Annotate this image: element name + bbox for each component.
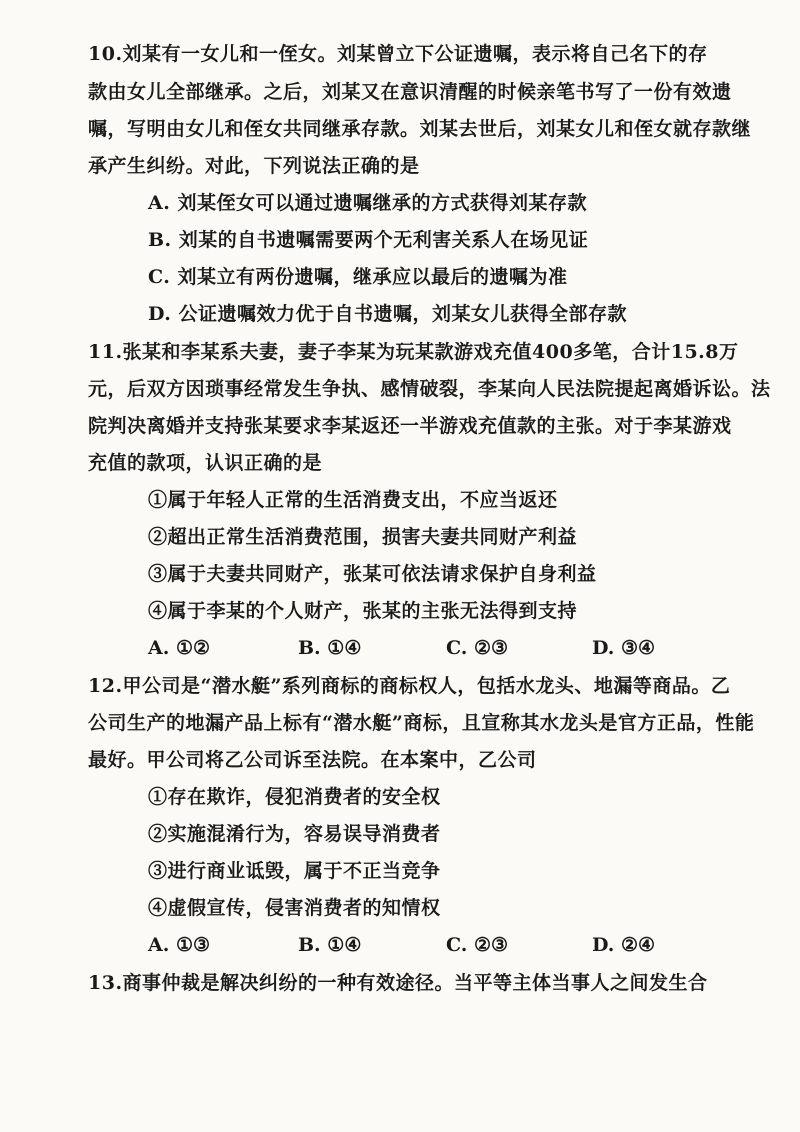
question-10-line-2: 款由女儿全部继承。之后，刘某又在意识清醒的时候亲笔书写了一份有效遗 [88,81,732,103]
question-12-answer-b: B. ①④ [298,934,362,956]
question-11-answer-b: B. ①④ [298,637,362,659]
question-12-statement-4: ④虚假宣传，侵害消费者的知情权 [148,897,441,919]
question-12-statement-1: ①存在欺诈，侵犯消费者的安全权 [148,786,441,808]
question-11-statement-1: ①属于年轻人正常的生活消费支出，不应当返还 [148,489,558,511]
question-10-line-3: 嘱，写明由女儿和侄女共同继承存款。刘某去世后，刘某女儿和侄女就存款继 [88,118,752,140]
question-10-option-d: D. 公证遗嘱效力优于自书遗嘱，刘某女儿获得全部存款 [148,303,628,325]
question-11-answer-d: D. ③④ [592,637,656,659]
question-12-answer-a: A. ①③ [148,934,211,956]
question-11-line-2: 元，后双方因琐事经常发生争执、感情破裂，李某向人民法院提起离婚诉讼。法 [88,378,771,400]
question-11-line-1: 11.张某和李某系夫妻，妻子李某为玩某款游戏充值400多笔，合计15.8万 [88,341,739,363]
question-10-option-b: B. 刘某的自书遗嘱需要两个无利害关系人在场见证 [148,229,589,251]
question-12-line-1: 12.甲公司是“潜水艇”系列商标的商标权人，包括水龙头、地漏等商品。乙 [88,675,731,697]
question-10-option-a: A. 刘某侄女可以通过遗嘱继承的方式获得刘某存款 [148,192,587,214]
question-12-answer-c: C. ②③ [446,934,509,956]
question-10-line-1: 10.刘某有一女儿和一侄女。刘某曾立下公证遗嘱，表示将自己名下的存 [88,43,708,65]
question-12-statement-3: ③进行商业诋毁，属于不正当竞争 [148,860,441,882]
question-12-line-2: 公司生产的地漏产品上标有“潜水艇”商标，且宣称其水龙头是官方正品，性能 [88,712,755,734]
question-12-answer-d: D. ②④ [592,934,656,956]
question-10-line-4: 承产生纠纷。对此，下列说法正确的是 [88,155,420,177]
question-11-line-3: 院判决离婚并支持张某要求李某返还一半游戏充值款的主张。对于李某游戏 [88,415,732,437]
question-11-answer-a: A. ①② [148,637,211,659]
question-10-option-c: C. 刘某立有两份遗嘱，继承应以最后的遗嘱为准 [148,266,568,288]
question-11-statement-4: ④属于李某的个人财产，张某的主张无法得到支持 [148,600,578,622]
question-12-statement-2: ②实施混淆行为，容易误导消费者 [148,823,441,845]
question-11-statement-3: ③属于夫妻共同财产，张某可依法请求保护自身利益 [148,563,597,585]
question-11-statement-2: ②超出正常生活消费范围，损害夫妻共同财产利益 [148,526,578,548]
question-13-line-1: 13.商事仲裁是解决纠纷的一种有效途径。当平等主体当事人之间发生合 [88,972,708,994]
question-11-answer-c: C. ②③ [446,637,509,659]
question-11-line-4: 充值的款项，认识正确的是 [88,452,323,474]
question-12-line-3: 最好。甲公司将乙公司诉至法院。在本案中，乙公司 [88,749,537,771]
